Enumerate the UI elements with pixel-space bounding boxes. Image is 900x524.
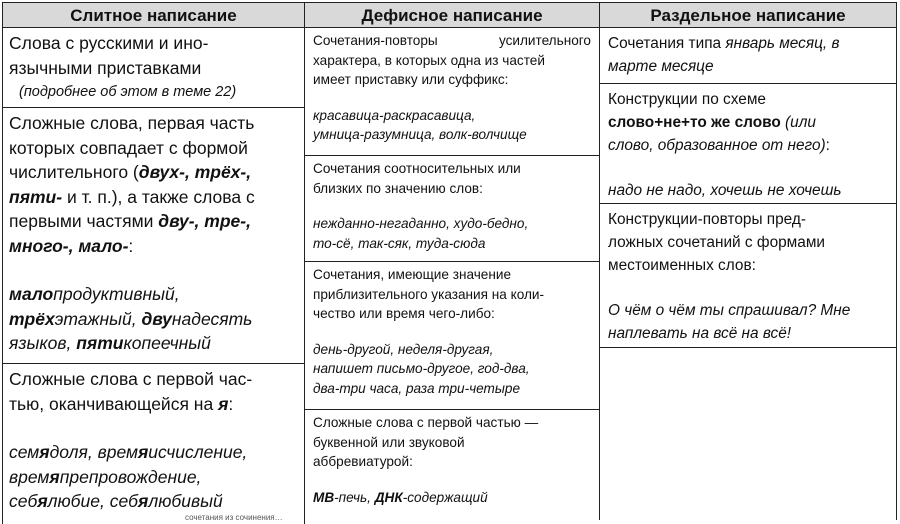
- rule-line: [9, 234, 298, 259]
- rule-cell-month-type: [599, 28, 897, 84]
- morpheme: пяти: [76, 333, 124, 353]
- column-hyphenated: [304, 2, 600, 520]
- rule-line: [9, 392, 298, 417]
- rule-line: [9, 160, 298, 185]
- text: продуктивный,: [53, 284, 180, 304]
- text: и т. п.), а также слова с: [62, 186, 255, 207]
- example-text: напишет письмо-другое, год-два,: [313, 361, 530, 376]
- text: надесять: [171, 308, 253, 329]
- example-text: два-три часа, раза три-четыре: [313, 380, 521, 396]
- text: себ: [9, 491, 38, 511]
- scheme-bold: слово+не+то же слово: [608, 114, 781, 131]
- example-text: умница-разумница, волк-волчище: [313, 127, 527, 142]
- rule-line: Сложные слова с первой частью —: [313, 415, 539, 430]
- example-line: [313, 125, 591, 145]
- rule-cell-word-ne-word: [599, 84, 897, 204]
- text: числительного (: [9, 162, 139, 182]
- rule-cell-abbreviations: [304, 410, 600, 520]
- rule-line: аббревиатурой:: [313, 454, 413, 469]
- text: доля, врем: [49, 442, 138, 462]
- text: -содержащий: [402, 489, 488, 505]
- rule-cell-prefixes: [2, 28, 305, 108]
- text: :: [228, 393, 234, 414]
- column-header-separate: Раздельное написание: [599, 2, 897, 28]
- rule-line: Конструкции-повторы пред-: [608, 211, 807, 228]
- text: этажный,: [54, 308, 142, 329]
- rule-line: [9, 185, 298, 210]
- example-line: [9, 282, 298, 307]
- rule-line: ложных сочетаний с формами: [608, 234, 826, 251]
- morpheme: я: [49, 466, 60, 487]
- rule-line: [608, 55, 888, 78]
- example-line: [9, 465, 298, 490]
- empty-cell-area: [599, 348, 897, 520]
- example-text: О чём о чём ты спрашивал? Мне: [608, 302, 851, 319]
- example-line: [313, 379, 591, 399]
- example-line: [313, 214, 591, 234]
- rule-line: [608, 111, 888, 134]
- rule-line: которых совпадает с формой: [9, 137, 248, 158]
- abbrev-bold: МВ: [313, 489, 335, 505]
- example-bold: много-, мало-: [9, 235, 129, 256]
- morpheme: я: [39, 442, 50, 462]
- rule-line: Сочетания-повторы усилительного: [313, 33, 591, 48]
- column-separate: [599, 2, 897, 520]
- example-text: слово, образованное от него): [608, 137, 826, 154]
- example-text: наплевать на всё на всё!: [608, 325, 792, 342]
- text: любие, себ: [47, 491, 139, 511]
- example-text: то-сё, так-сяк, туда-сюда: [313, 235, 486, 251]
- example-text: красавица-раскрасавица,: [313, 107, 476, 123]
- example-line: [9, 489, 298, 514]
- text: :: [128, 235, 134, 256]
- text: сем: [9, 442, 40, 462]
- morpheme: трёх: [9, 308, 55, 329]
- example-text: надо не надо, хочешь не хочешь: [608, 182, 842, 199]
- example-line: [9, 440, 298, 465]
- rule-line: [608, 32, 888, 55]
- example-line: [9, 307, 298, 332]
- rule-line: буквенной или звуковой: [313, 434, 465, 450]
- rule-line: приблизительного указания на коли-: [313, 286, 545, 302]
- letter-bold: я: [218, 393, 229, 414]
- rule-note-text: (подробнее об этом в теме 22): [19, 84, 237, 100]
- rule-line: Сложные слова с первой час-: [9, 369, 253, 389]
- morpheme: дву: [141, 308, 172, 329]
- example-text: день-другой, неделя-другая,: [313, 341, 494, 357]
- rule-cell-numeral-compounds: [2, 108, 305, 364]
- rule-line: [9, 209, 298, 234]
- example-text: марте месяце: [608, 58, 714, 75]
- rule-line: характера, в которых одна из частей: [313, 52, 545, 68]
- example-line: [608, 179, 888, 202]
- rule-line: имеет приставку или суффикс:: [313, 72, 509, 87]
- rule-line: чество или время чего-либо:: [313, 306, 495, 321]
- text: врем: [9, 466, 50, 487]
- text: -печь,: [334, 489, 375, 505]
- text: :: [825, 137, 830, 154]
- rule-line: [608, 134, 888, 157]
- rule-cell-synonym-pairs: [304, 156, 600, 262]
- column-header-fused: Слитное написание: [2, 2, 305, 28]
- rule-line: язычными приставками: [9, 57, 202, 78]
- text: Сочетания типа: [608, 35, 726, 52]
- rule-cell-ya-compounds: [2, 364, 305, 524]
- rule-cell-pronoun-repeats: [599, 204, 897, 348]
- text: языков,: [9, 333, 77, 353]
- rule-cell-approximation: [304, 262, 600, 410]
- text: тью, оканчивающейся на: [9, 393, 219, 414]
- example-line: [313, 106, 591, 126]
- morpheme: я: [37, 491, 48, 511]
- example-line: [608, 299, 888, 322]
- example-text: январь месяц, в: [725, 35, 840, 52]
- text: первыми частями: [9, 211, 159, 231]
- example-line: [313, 340, 591, 360]
- example-text: нежданно-негаданно, худо-бедно,: [313, 216, 529, 231]
- example-line: [9, 331, 298, 356]
- rule-line: Конструкции по схеме: [608, 91, 766, 108]
- example-bold: пяти-: [9, 186, 63, 207]
- rule-line: близких по значению слов:: [313, 180, 483, 196]
- example-bold: двух-, трёх-,: [138, 162, 252, 182]
- text: исчисление,: [148, 442, 248, 462]
- rule-line: Сочетания соотносительных или: [313, 161, 521, 176]
- text: копеечный: [123, 333, 211, 353]
- example-line: [608, 322, 888, 345]
- morpheme: я: [138, 491, 149, 511]
- morpheme: я: [137, 442, 149, 462]
- abbrev-bold: ДНК: [374, 489, 403, 505]
- morpheme: мало: [9, 284, 54, 304]
- cropped-footer-text: сочетания из сочинения…: [185, 514, 283, 520]
- example-bold: дву-, тре-,: [158, 211, 251, 231]
- example-line: [313, 488, 591, 508]
- rule-line: местоименных слов:: [608, 257, 756, 274]
- example-line: [313, 359, 591, 379]
- text: препровождение,: [59, 466, 202, 487]
- rule-line: Сочетания, имеющие значение: [313, 267, 512, 282]
- rule-line: Слова с русскими и ино-: [9, 33, 209, 53]
- text: любивый: [148, 491, 223, 511]
- example-text: (или: [780, 114, 816, 131]
- rule-note: [9, 80, 298, 105]
- example-line: [313, 234, 591, 254]
- column-fused: [2, 2, 305, 524]
- rule-line: Сложные слова, первая часть: [9, 113, 255, 133]
- rule-cell-intensive-repeats: [304, 28, 600, 156]
- column-header-hyphenated: Дефисное написание: [304, 2, 600, 28]
